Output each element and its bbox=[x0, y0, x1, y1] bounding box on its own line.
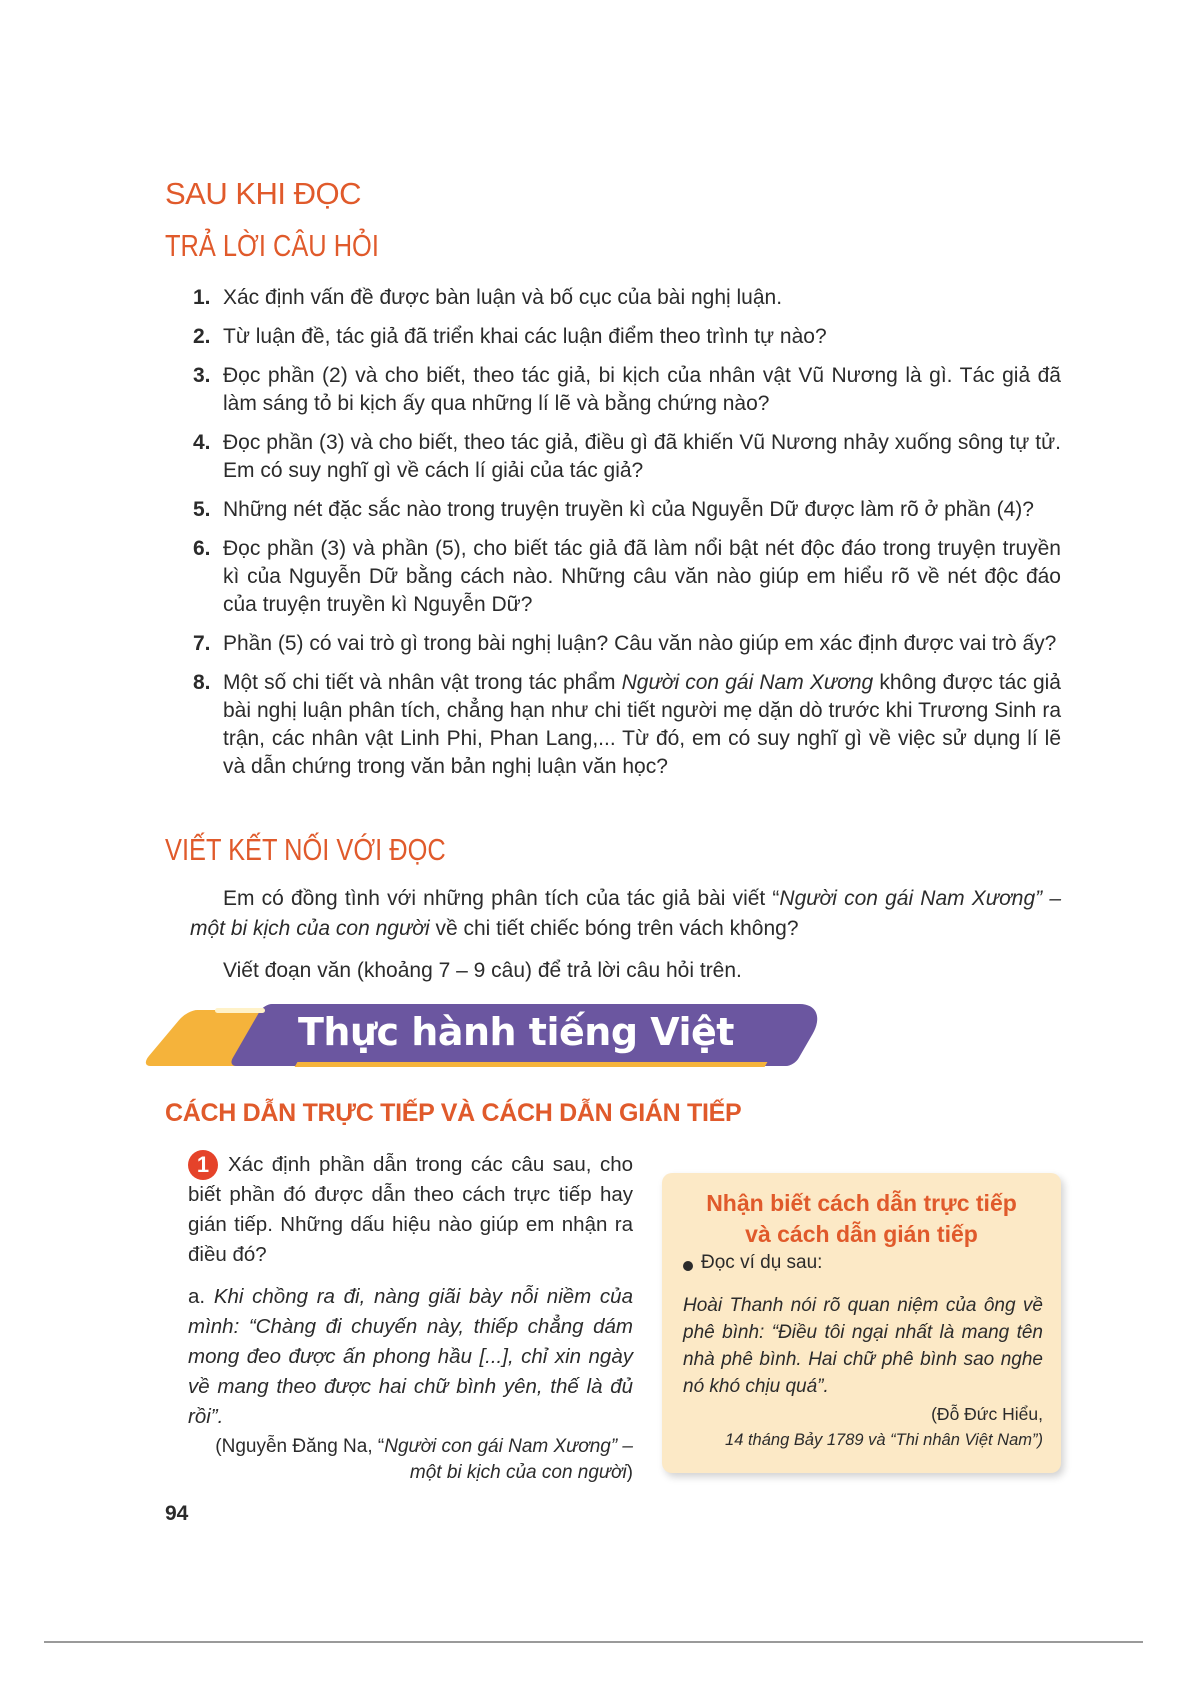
question-item: 2. Từ luận đề, tác giả đã triển khai các luận điểm theo trình tự nào? bbox=[193, 325, 827, 348]
question-list bbox=[193, 284, 1061, 792]
info-box-title: Nhận biết cách dẫn trực tiếp và cách dẫn gián tiếp bbox=[706, 1190, 1017, 1247]
info-box-source-title: 14 tháng Bảy 1789 và “Thi nhân Việt Nam”) bbox=[725, 1431, 1043, 1449]
info-box-source-author: (Đỗ Đức Hiểu, bbox=[931, 1404, 1043, 1424]
banner-highlight-strip bbox=[215, 1008, 265, 1013]
question-item: 6. Đọc phần (3) và phần (5), cho biết tác giả đã làm nổi bật nét độc đáo trong truyện truyền kì của Nguyễn Dữ bằng cách nào. Những câu văn nào giúp em hiểu rõ về nét độc đáo của truyện truyền kì Nguyễn Dữ? bbox=[193, 537, 1061, 616]
question-item: 3. Đọc phần (2) và cho biết, theo tác giả, bi kịch của nhân vật Vũ Nương là gì. Tác giả đã làm sáng tỏ bi kịch ấy qua những lí lẽ và bằng chứng nào? bbox=[193, 364, 1061, 415]
question-item: 8. Một số chi tiết và nhân vật trong tác phẩm Người con gái Nam Xương không được tác giả bài nghị luận phân tích, chẳng hạn như chi tiết người mẹ dặn dò trước khi Trương Sinh ra trận, các nhân vật Linh Phi, Phan Lang,... Từ đó, em có suy nghĩ gì về việc sử dụng lí lẽ và dẫn chứng trong văn bản nghị luận văn học? bbox=[193, 671, 1061, 778]
info-box-lead: Đọc ví dụ sau: bbox=[701, 1252, 823, 1273]
subheading: CÁCH DẪN TRỰC TIẾP VÀ CÁCH DẪN GIÁN TIẾP bbox=[165, 1099, 742, 1127]
page-number: 94 bbox=[165, 1502, 189, 1525]
footer-divider bbox=[44, 1641, 1143, 1643]
section-heading-answer-questions: TRẢ LỜI CÂU HỎI bbox=[165, 228, 379, 263]
section-heading-after-reading: SAU KHI ĐỌC bbox=[165, 176, 362, 211]
question-item: 4. Đọc phần (3) và cho biết, theo tác giả, điều gì đã khiến Vũ Nương nhảy xuống sông tự tử. Em có suy nghĩ gì về cách lí giải của tác giả? bbox=[193, 431, 1061, 482]
question-item: 5. Những nét đặc sắc nào trong truyện truyền kì của Nguyễn Dữ được làm rõ ở phần (4)? bbox=[193, 498, 1034, 521]
exercise-item-a: a. Khi chồng ra đi, nàng giãi bày nỗi niềm của mình: “Chàng đi chuyến này, thiếp chẳng dám mong đeo được ấn phong hầu [...], chỉ xin ngày về mang theo được hai chữ bình yên, thế là đủ rồi”. bbox=[188, 1285, 633, 1428]
exercise-question: Xác định phần dẫn trong các câu sau, cho biết phần đó được dẫn theo cách trực tiếp hay gián tiếp. Những dấu hiệu nào giúp em nhận ra điều đó? bbox=[188, 1153, 633, 1266]
exercise-source: (Nguyễn Đăng Na, “Người con gái Nam Xương” – một bi kịch của con người) bbox=[215, 1436, 633, 1483]
question-item: 7. Phần (5) có vai trò gì trong bài nghị luận? Câu văn nào giúp em xác định được vai trò ấy? bbox=[193, 632, 1057, 655]
bullet-icon bbox=[683, 1261, 693, 1271]
write-instruction-paragraph: Viết đoạn văn (khoảng 7 – 9 câu) để trả lời câu hỏi trên. bbox=[223, 959, 742, 982]
write-prompt-paragraph: Em có đồng tình với những phân tích của tác giả bài viết “Người con gái Nam Xương” – một bi kịch của con người về chi tiết chiếc bóng trên vách không? bbox=[190, 887, 1061, 940]
section-heading-write: VIẾT KẾT NỐI VỚI ĐỌC bbox=[165, 832, 446, 867]
banner-title: Thực hành tiếng Việt bbox=[298, 1010, 734, 1054]
question-item: 1. Xác định vấn đề được bàn luận và bố cục của bài nghị luận. bbox=[193, 286, 783, 309]
exercise-number-badge: 1 bbox=[188, 1150, 218, 1180]
info-box-quote: Hoài Thanh nói rõ quan niệm của ông về phê bình: “Điều tôi ngại nhất là mang tên nhà phê bình. Hai chữ phê bình sao nghe nó khó chịu quá”. bbox=[683, 1295, 1043, 1397]
banner-underline bbox=[295, 1062, 768, 1067]
